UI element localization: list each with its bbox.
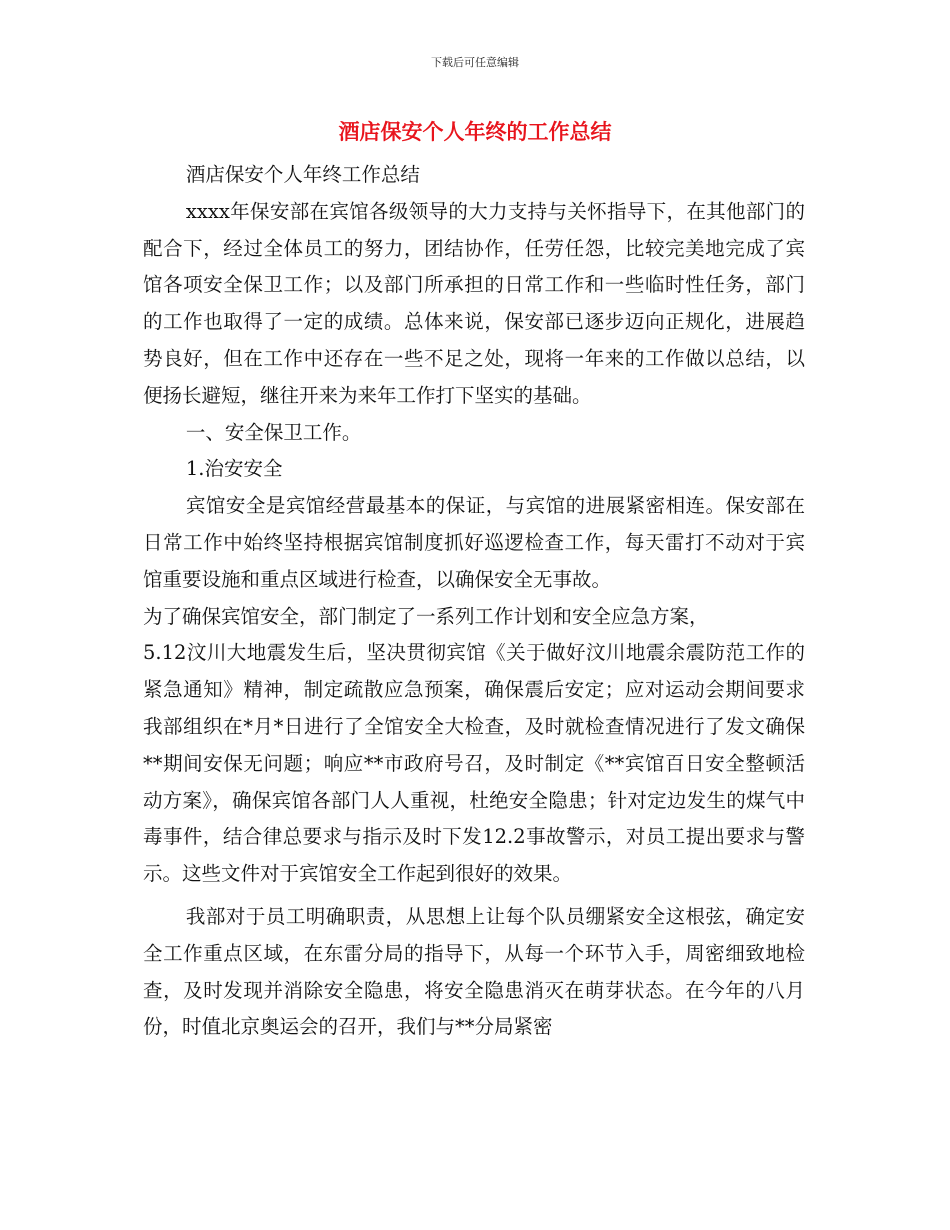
subsection-heading: 1.治安安全 (185, 457, 283, 481)
subtitle-paragraph: 酒店保安个人年终工作总结 (185, 163, 420, 186)
body-paragraph: 我部对于员工明确职责，从思想上让每个队员绷紧安全这根弦，确定安全工作重点区域，在东雷分局的指导下，从每一个环节入手，周密细致地检查，及时发现并消除安全隐患，将安全隐患消灭在萌芽状态。在今年的八月份，时值北京奥运会的召开，我们与**分局紧密 (143, 904, 805, 1039)
document-title: 酒店保安个人年终的工作总结 (338, 120, 612, 144)
intro-paragraph: xxxx年保安部在宾馆各级领导的大力支持与关怀指导下，在其他部门的配合下，经过全体员工的努力，团结协作，任劳任怨，比较完美地完成了宾馆各项安全保卫工作；以及部门所承担的日常工作和一些临时性任务，部门的工作也取得了一定的成绩。总体来说，保安部已逐步迈向正规化，进展趋势良好，但在工作中还存在一些不足之处，现将一年来的工作做以总结，以便扬长避短，继往开来为来年工作打下坚实的基础。 (143, 199, 805, 407)
document-body (143, 157, 805, 1046)
header-note: 下载后可任意编辑 (431, 56, 519, 69)
body-paragraph: 宾馆安全是宾馆经营最基本的保证，与宾馆的进展紧密相连。保安部在日常工作中始终坚持根据宾馆制度抓好巡逻检查工作，每天雷打不动对于宾馆重要设施和重点区域进行检查，以确保安全无事故。 (143, 494, 805, 591)
section-heading: 一、安全保卫工作。 (185, 420, 362, 444)
body-paragraph: 为了确保宾馆安全，部门制定了一系列工作计划和安全应急方案， (143, 604, 709, 628)
body-paragraph: 5.12汶川大地震发生后，坚决贯彻宾馆《关于做好汶川地震余震防范工作的紧急通知》精神，制定疏散应急预案，确保震后安定；应对运动会期间要求我部组织在*月*日进行了全馆安全大检查，及时就检查情况进行了发文确保**期间安保无问题；响应**市政府号召，及时制定《**宾馆百日安全整顿活动方案》，确保宾馆各部门人人重视，杜绝安全隐患；针对定边发生的煤气中毒事件，结合律总要求与指示及时下发12.2事故警示，对员工提出要求与警示。这些文件对于宾馆安全工作起到很好的效果。 (143, 641, 805, 886)
